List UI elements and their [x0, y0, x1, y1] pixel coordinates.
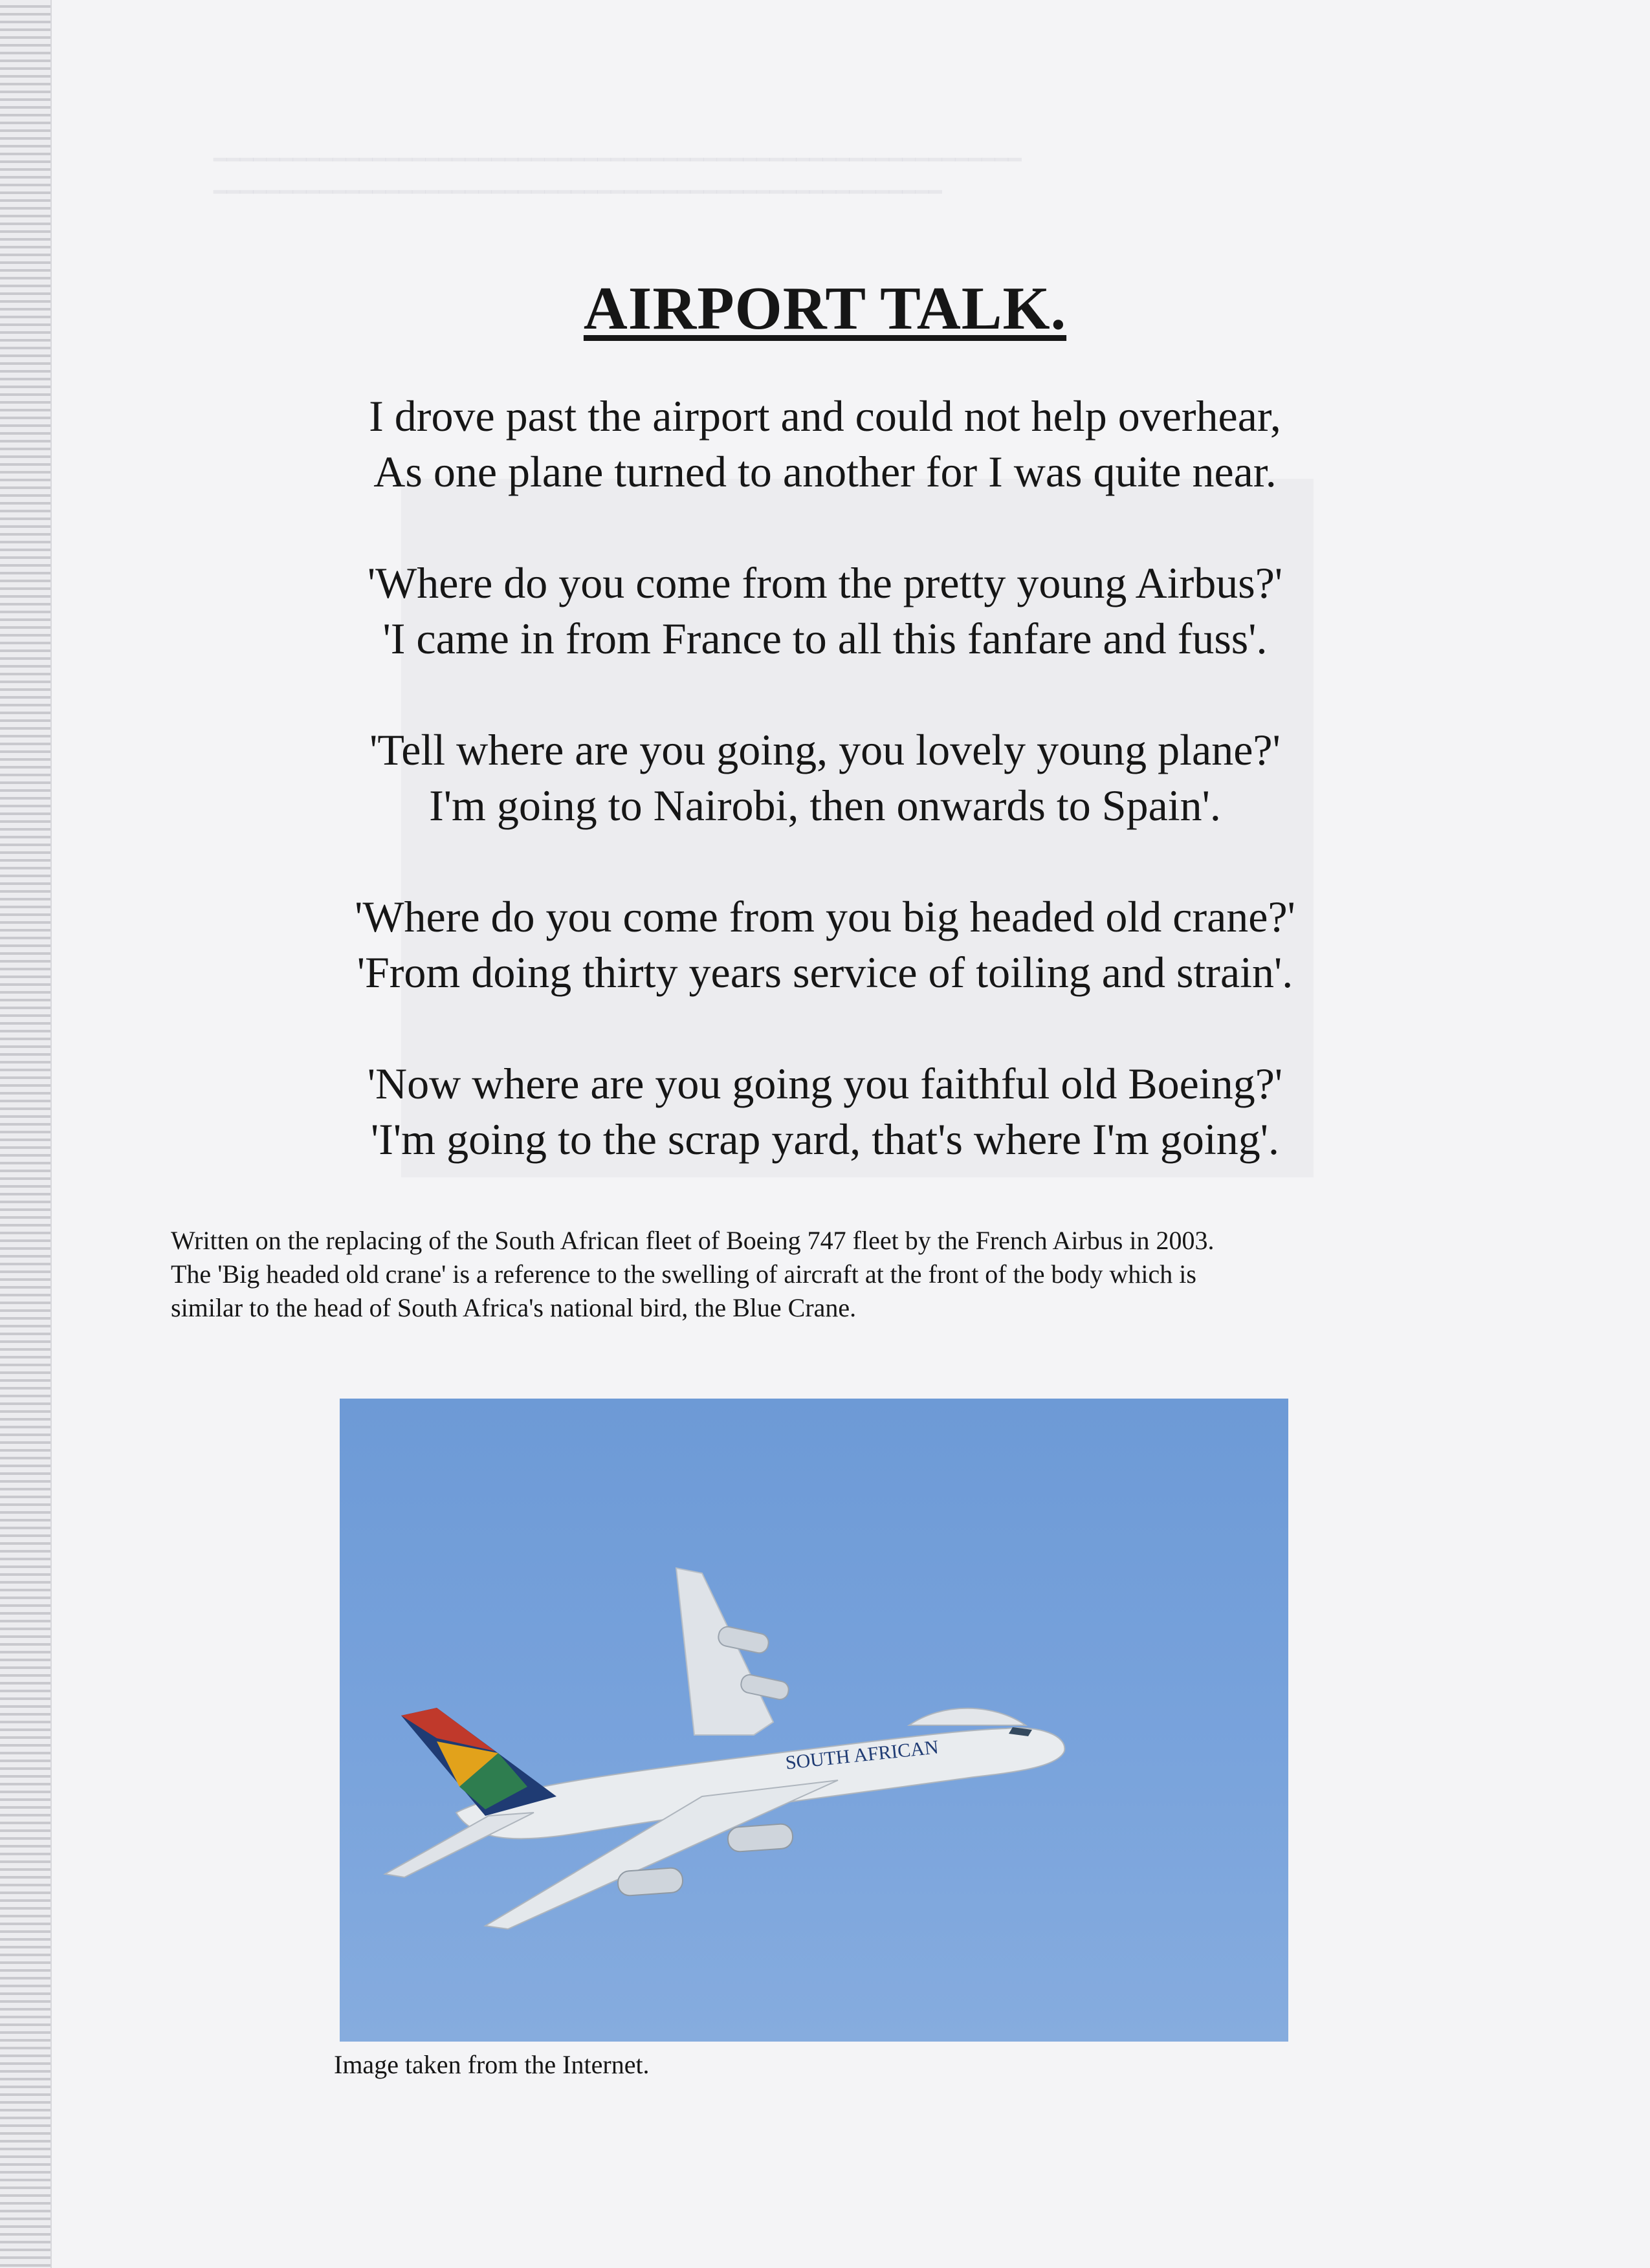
engine [617, 1868, 683, 1897]
airplane-photo [340, 1399, 1288, 2042]
engine [727, 1824, 793, 1853]
stanza-3 [0, 722, 1650, 833]
poem-line: 'From doing thirty years service of toiling and strain'. [357, 948, 1293, 997]
stanza-4 [0, 889, 1650, 1000]
page-title: AIRPORT TALK. [583, 274, 1067, 342]
poem-line: 'Tell where are you going, you lovely young plane?' [369, 725, 1281, 774]
author-note [171, 1224, 1478, 1325]
note-line: Written on the replacing of the South African fleet of Boeing 747 fleet by the French Airbus in 2003. [171, 1226, 1215, 1255]
poem [0, 388, 1650, 1223]
image-caption: Image taken from the Internet. [334, 2050, 650, 2079]
poem-line: 'I came in from France to all this fanfare and fuss'. [382, 614, 1268, 663]
poem-line: 'Where do you come from the pretty young Airbus?' [367, 558, 1283, 607]
stanza-2 [0, 555, 1650, 666]
note-line: similar to the head of South Africa's national bird, the Blue Crane. [171, 1293, 857, 1322]
poem-line: 'Now where are you going you faithful old Boeing?' [367, 1059, 1283, 1108]
note-line: The 'Big headed old crane' is a reference to the swelling of aircraft at the front of the body which is [171, 1259, 1196, 1289]
boeing-747-illustration [340, 1399, 1288, 2042]
poem-line: I'm going to Nairobi, then onwards to Spain'. [429, 781, 1221, 830]
horizontal-stabilizer [385, 1813, 534, 1877]
fuselage [456, 1728, 1064, 1838]
poem-line: 'Where do you come from you big headed old crane?' [355, 892, 1295, 941]
poem-line: I drove past the airport and could not help overhear, [369, 391, 1281, 441]
stanza-5 [0, 1056, 1650, 1167]
stanza-1 [0, 388, 1650, 499]
poem-line: As one plane turned to another for I was quite near. [373, 447, 1277, 496]
poem-line: 'I'm going to the scrap yard, that's where I'm going'. [371, 1115, 1279, 1164]
livery-text: SOUTH AFRICAN [784, 1736, 940, 1774]
upper-deck [909, 1708, 1026, 1725]
bleed-through-text: ━━━━━━━━━━━━━━━━━━━━━━━━━━━━━━━━━━━━━━━━━━━━━━━━━━━━━━━ ━━━━━━━━━━━━━━━━━━━━━━━━━━━━━━━━━━━━━━━━━━━━━━━━━━━━━━━━━━━━━ [214, 147, 1022, 203]
